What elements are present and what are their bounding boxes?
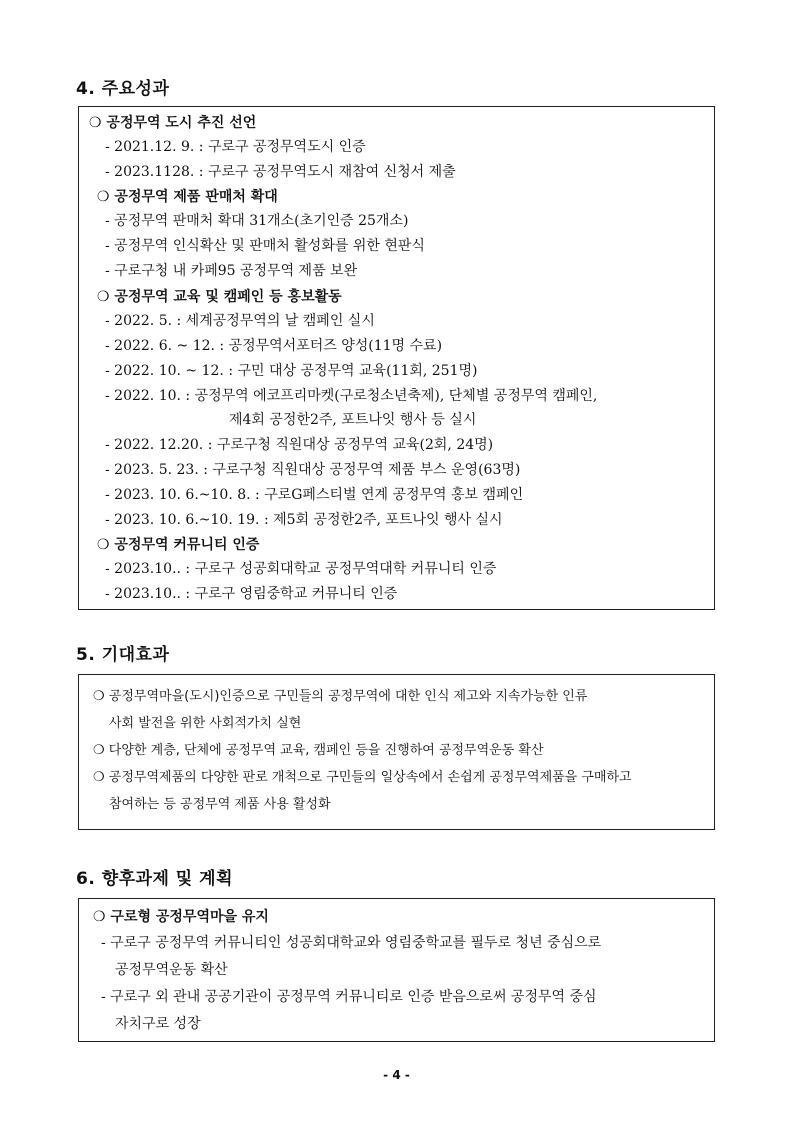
section-4-item-14: - 2023. 5. 23. : 구로구청 직원대상 공정무역 제품 부스 운영(63명) [105, 462, 521, 478]
section-4-item-11: - 2022. 10. : 공정무역 에코프리마켓(구로청소년축제), 단체별 공정무역 캠페인, [105, 388, 598, 404]
section-4-item-18: - 2023.10.. : 구로구 성공회대학교 공정무역대학 커뮤니티 인증 [105, 561, 497, 577]
section-4-item-16: - 2023. 10. 6.~10. 19. : 제5회 공정한2주, 포트나잇 행사 실시 [105, 512, 503, 528]
section-5-title: 5. 기대효과 [76, 645, 170, 665]
section-4-item-17: ❍ 공정무역 커뮤니티 인증 [97, 537, 260, 553]
section-5-item-3: ❍ 공정무역제품의 다양한 판로 개척으로 구민들의 일상속에서 손쉽게 공정무역제품을 구매하고 [93, 770, 632, 785]
section-4-title: 4. 주요성과 [76, 79, 170, 99]
section-5-item-2: ❍ 다양한 계층, 단체에 공정무역 교육, 캠페인 등을 진행하여 공정무역운동 확산 [93, 743, 544, 758]
section-5-item-1: 사회 발전을 위한 사회적가치 실현 [109, 716, 302, 731]
section-6-item-2: 공정무역운동 확산 [115, 962, 228, 978]
section-5-item-0: ❍ 공정무역마을(도시)인증으로 구민들의 공정무역에 대한 인식 제고와 지속가능한 인류 [93, 689, 588, 704]
section-4-item-19: - 2023.10.. : 구로구 영림중학교 커뮤니티 인증 [105, 586, 398, 602]
section-4-item-15: - 2023. 10. 6.~10. 8. : 구로G페스티벌 연계 공정무역 홍보 캠페인 [105, 487, 524, 503]
page-number: - 4 - [383, 1068, 410, 1082]
section-4-item-9: - 2022. 6. ~ 12. : 공정무역서포터즈 양성(11명 수료) [105, 338, 443, 354]
section-6-box [78, 898, 715, 1042]
section-6-title: 6. 향후과제 및 계획 [76, 869, 233, 889]
section-4-item-7: ❍ 공정무역 교육 및 캠페인 등 홍보활동 [97, 289, 342, 305]
section-4-item-8: - 2022. 5. : 세계공정무역의 날 캠페인 실시 [105, 313, 375, 329]
section-4-item-5: - 공정무역 인식확산 및 판매처 활성화를 위한 현판식 [105, 238, 425, 254]
section-5-box [78, 674, 715, 830]
section-6-item-0: ❍ 구로형 공정무역마을 유지 [93, 909, 269, 925]
section-4-item-1: - 2021.12. 9. : 구로구 공정무역도시 인증 [105, 139, 366, 155]
section-5-item-4: 참여하는 등 공정무역 제품 사용 활성화 [109, 797, 331, 812]
section-4-item-12: 제4회 공정한2주, 포트나잇 행사 등 실시 [229, 412, 477, 428]
section-4-item-13: - 2022. 12.20. : 구로구청 직원대상 공정무역 교육(2회, 24명) [105, 437, 494, 453]
section-6-item-3: - 구로구 외 관내 공공기관이 공정무역 커뮤니티로 인증 받음으로써 공정무역 중심 [101, 989, 597, 1005]
section-4-box [78, 106, 715, 610]
section-4-item-3: ❍ 공정무역 제품 판매처 확대 [97, 189, 278, 205]
section-6-item-4: 자치구로 성장 [115, 1016, 201, 1032]
section-4-item-6: - 구로구청 내 카페95 공정무역 제품 보완 [105, 263, 358, 279]
section-4-item-4: - 공정무역 판매처 확대 31개소(초기인증 25개소) [105, 213, 409, 229]
section-4-item-10: - 2022. 10. ~ 12. : 구민 대상 공정무역 교육(11회, 251명) [105, 363, 478, 379]
section-6-item-1: - 구로구 공정무역 커뮤니티인 성공회대학교와 영림중학교를 필두로 청년 중심으로 [101, 935, 602, 951]
section-4-item-2: - 2023.1128. : 구로구 공정무역도시 재참여 신청서 제출 [105, 164, 456, 180]
section-4-item-0: ❍ 공정무역 도시 추진 선언 [89, 115, 257, 131]
